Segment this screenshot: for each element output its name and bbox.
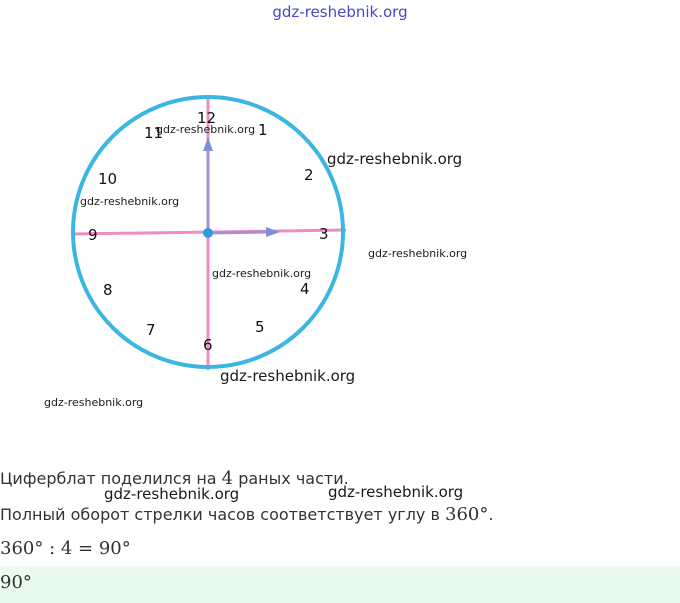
text: раных части.: [233, 469, 349, 488]
clock-number-1: 1: [258, 121, 268, 139]
clock-number-9: 9: [88, 226, 98, 244]
clock-number-10: 10: [98, 170, 118, 188]
clock-number-3: 3: [319, 225, 329, 243]
text: Циферблат поделился на: [0, 469, 222, 488]
watermark-top[interactable]: gdz-reshebnik.org: [272, 3, 408, 21]
watermark: gdz-reshebnik.org: [44, 396, 144, 409]
answer-box: [0, 566, 680, 603]
hour-hand: [208, 232, 268, 233]
text: Полный оборот стрелки часов соответствует углу в: [0, 505, 445, 524]
watermark: gdz-reshebnik.org: [368, 247, 468, 260]
watermark: gdz-reshebnik.org: [104, 485, 240, 503]
clock-number-5: 5: [255, 318, 265, 336]
answer-value: 90°: [0, 572, 32, 593]
clock-number-7: 7: [146, 321, 156, 339]
math-value: 4: [221, 468, 234, 489]
clock-number-6: 6: [203, 336, 213, 354]
watermark: gdz-reshebnik.org: [328, 483, 464, 501]
clock-number-12: 12: [197, 109, 217, 127]
solution-line-2: [0, 504, 493, 525]
watermark: gdz-reshebnik.org: [212, 267, 312, 280]
math-value: 360°: [445, 504, 489, 525]
minute-hand-arrowhead: [203, 137, 213, 151]
watermark: gdz-reshebnik.org: [80, 195, 180, 208]
watermark: gdz-reshebnik.org: [327, 150, 463, 168]
watermark: gdz-reshebnik.org: [156, 123, 256, 136]
equation: 360° : 4 = 90°: [0, 538, 131, 559]
clock-number-11: 11: [144, 124, 164, 142]
hour-hand-arrowhead: [266, 227, 280, 237]
clock-number-8: 8: [103, 281, 113, 299]
clock-number-4: 4: [300, 280, 310, 298]
clock-center: [203, 228, 213, 238]
text: .: [488, 505, 494, 524]
clock-number-2: 2: [304, 166, 314, 184]
watermark: gdz-reshebnik.org: [220, 367, 356, 385]
